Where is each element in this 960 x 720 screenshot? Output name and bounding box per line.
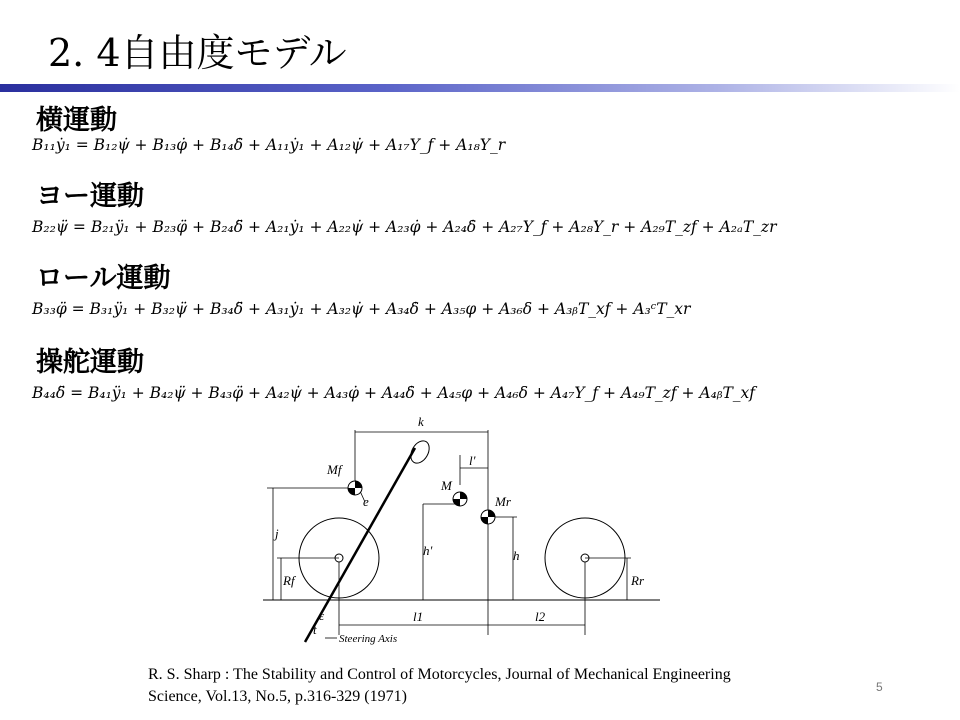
mass-centre-rear <box>481 510 495 524</box>
label-h-prime: h' <box>423 543 433 558</box>
label-l2: l2 <box>535 609 546 624</box>
mass-centre-front <box>348 481 362 495</box>
equation-lateral-motion: B₁₁ẏ₁ = B₁₂ψ̇ + B₁₃φ̇ + B₁₄δ̇ + A₁₁ẏ₁ + A₁₂ψ̇ + A₁₇Y_f + A₁₈Y_r <box>32 136 506 154</box>
label-m: M <box>441 478 452 493</box>
reference-line-1: R. S. Sharp : The Stability and Control of Motorcycles, Journal of Mechanical Engineering <box>148 666 731 683</box>
label-steering-axis: Steering Axis <box>339 633 398 645</box>
equation-yaw-motion: B₂₂ψ̈ = B₂₁ÿ₁ + B₂₃φ̈ + B₂₄δ̈ + A₂₁ẏ₁ + A₂₂ψ̇ + A₂₃φ̇ + A₂₄δ̇ + A₂₇Y_f + A₂₈Y_r + A₂₉T_zf + A₂ₐT_zr <box>32 218 777 236</box>
page-number: 5 <box>876 680 883 694</box>
label-l-prime: l' <box>469 453 476 468</box>
label-epsilon: ε <box>319 608 325 623</box>
heading-lateral-motion: 横運動 <box>36 105 117 136</box>
equation-roll-motion: B₃₃φ̈ = B₃₁ÿ₁ + B₃₂ψ̈ + B₃₄δ̈ + A₃₁ẏ₁ + A₃₂ψ̇ + A₃₄δ̇ + A₃₅φ + A₃₆δ + A₃ᵦT_xf + A₃ᶜT_xr <box>32 300 691 318</box>
motorcycle-model-diagram <box>255 410 675 650</box>
label-h: h <box>513 548 520 563</box>
label-l1: l1 <box>413 609 424 624</box>
label-e: e <box>363 494 369 509</box>
heading-yaw-motion: ヨー運動 <box>36 181 144 212</box>
label-mr: Mr <box>495 494 511 509</box>
steer-rotation-ellipse <box>407 438 433 467</box>
label-t: t <box>313 622 317 637</box>
label-rr: Rr <box>631 573 644 588</box>
label-j: j <box>275 526 279 541</box>
slide-title: 2. 4自由度モデル <box>48 31 347 75</box>
label-mf: Mf <box>327 462 342 477</box>
equation-steer-motion: B₄₄δ̈ = B₄₁ÿ₁ + B₄₂ψ̈ + B₄₃φ̈ + A₄₂ψ̇ + A₄₃φ̇ + A₄₄δ̇ + A₄₅φ + A₄₆δ + A₄₇Y_f + A₄₉T_zf + A₄ᵦT_xf <box>32 384 756 402</box>
mass-centre-main <box>453 492 467 506</box>
heading-steer-motion: 操舵運動 <box>36 347 144 378</box>
reference-citation <box>148 664 731 708</box>
label-rf: Rf <box>283 573 295 588</box>
reference-line-2: Science, Vol.13, No.5, p.316-329 (1971) <box>148 688 407 705</box>
label-k: k <box>418 414 424 429</box>
title-underline-bar <box>0 84 960 92</box>
heading-roll-motion: ロール運動 <box>36 263 171 294</box>
